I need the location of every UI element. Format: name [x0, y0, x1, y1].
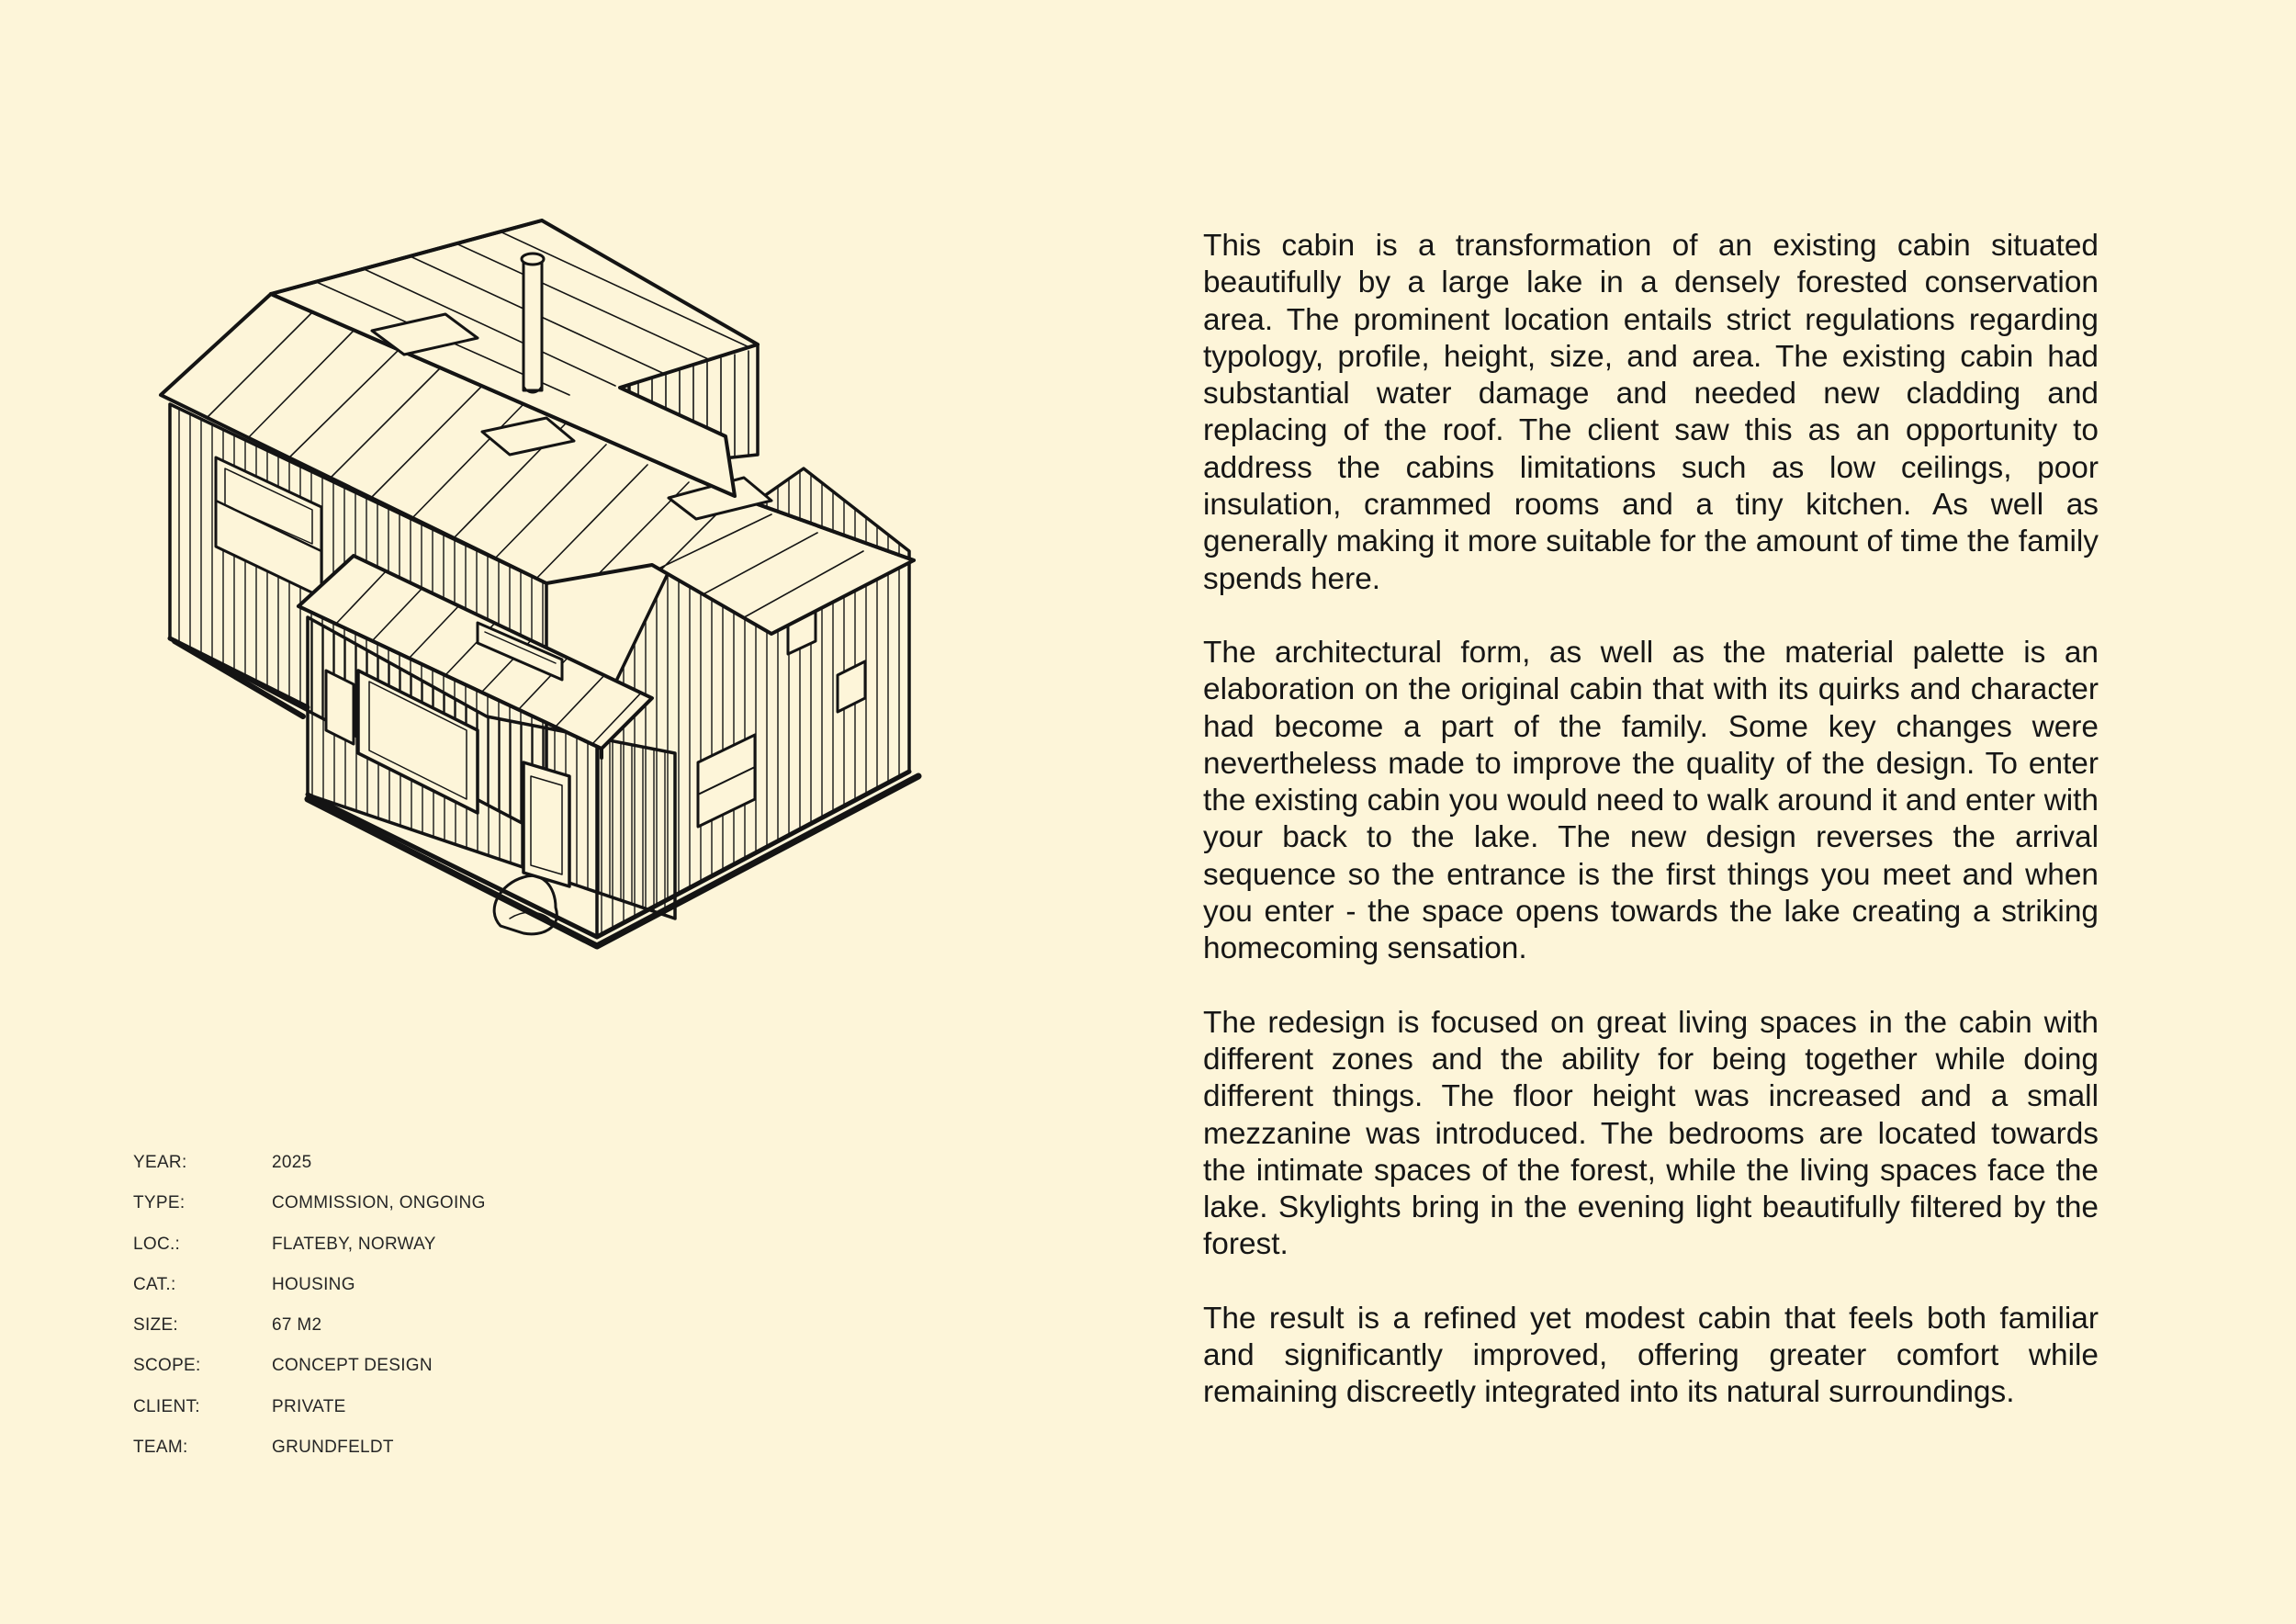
info-label: CLIENT: [133, 1396, 200, 1416]
info-value: COMMISSION, ONGOING [272, 1193, 486, 1213]
cabin-sketch-icon [138, 202, 928, 955]
description-paragraph-2: The architectural form, as well as the material palette is an elaboration on the original cabin that with its quirks and character had become a part of the family. Some key changes were nevertheless made to improve the quality of the design. To enter the existing cabin you would need to walk around it and enter with your back to the lake. The new design reverses the arrival sequence so the entrance is the first things you meet and when you enter - the space opens towards the lake creating a striking homecoming sensation. [1203, 635, 2099, 966]
info-row-scope [133, 1356, 486, 1396]
info-row-type [133, 1193, 486, 1234]
info-row-category [133, 1275, 486, 1315]
info-value: PRIVATE [272, 1396, 346, 1416]
info-row-year [133, 1153, 486, 1193]
description-paragraph-4: The result is a refined yet modest cabin that feels both familiar and significantly improved, offering greater comfort while remaining discreetly integrated into its natural surroundings. [1203, 1301, 2099, 1410]
info-label: SCOPE: [133, 1356, 201, 1376]
description-paragraph-1: This cabin is a transformation of an existing cabin situated beautifully by a large lake in a densely forested conservation area. The prominent location entails strict regulations regarding typology, profile, height, size, and area. The existing cabin had substantial water damage and needed new cladding and replacing of the roof. The client saw this as an opportunity to address the cabins limitations such as low ceilings, poor insulation, crammed rooms and a tiny kitchen. As well as generally making it more suitable for the amount of time the family spends here. [1203, 229, 2099, 596]
info-label: YEAR: [133, 1153, 187, 1172]
info-value: 67 M2 [272, 1315, 322, 1336]
info-label: LOC.: [133, 1234, 181, 1254]
info-label: TEAM: [133, 1438, 188, 1458]
info-value: GRUNDFELDT [272, 1438, 394, 1458]
info-row-size [133, 1315, 486, 1356]
info-value: 2025 [272, 1153, 312, 1172]
project-description [1203, 228, 2099, 1449]
info-value: CONCEPT DESIGN [272, 1356, 433, 1376]
info-value: HOUSING [272, 1274, 355, 1294]
info-label: TYPE: [133, 1193, 186, 1213]
info-label: SIZE: [133, 1315, 179, 1336]
info-value: FLATEBY, NORWAY [272, 1234, 436, 1254]
project-info [133, 1153, 486, 1478]
info-label: CAT.: [133, 1274, 176, 1294]
info-row-team [133, 1438, 486, 1478]
description-paragraph-3: The redesign is focused on great living spaces in the cabin with different zones and the ability for being together while doing different things. The floor height was increased and a small mezzanine was introduced. The bedrooms are located towards the intimate spaces of the forest, while the living spaces face the lake. Skylights bring in the evening light beautifully filtered by the forest. [1203, 1005, 2099, 1262]
info-row-client [133, 1397, 486, 1438]
info-row-location [133, 1235, 486, 1275]
